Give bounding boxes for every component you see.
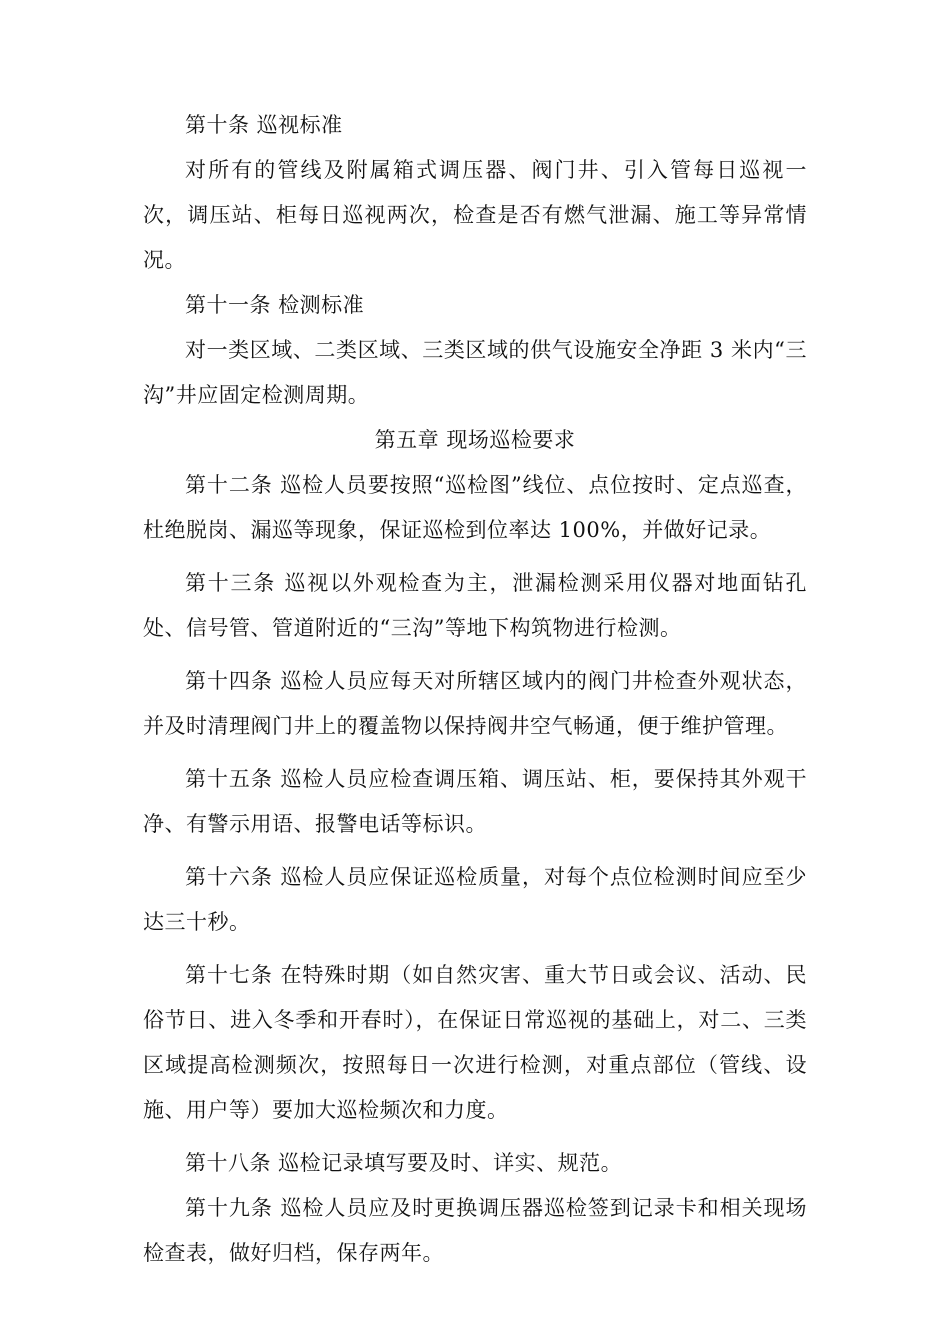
article-10-text: 对所有的管线及附属箱式调压器、阀门井、引入管每日巡视一次，调压站、柜每日巡视两次，检查是否有燃气泄漏、施工等异常情况。: [143, 158, 807, 272]
article-17: 第十七条 在特殊时期（如自然灾害、重大节日或会议、活动、民俗节日、进入冬季和开春时），在保证日常巡视的基础上，对二、三类区域提高检测频次，按照每日一次进行检测，对重点部位（管线、设施、用户等）要加大巡检频次和力度。: [143, 963, 807, 1122]
article-16: 第十六条 巡检人员应保证巡检质量，对每个点位检测时间应至少达三十秒。: [143, 865, 807, 934]
article-10-heading: 第十条 巡视标准: [185, 113, 343, 137]
article-11-heading: 第十一条 检测标准: [185, 293, 365, 317]
document-body: [143, 103, 807, 1276]
article-19: 第十九条 巡检人员应及时更换调压器巡检签到记录卡和相关现场检查表，做好归档，保存两年。: [143, 1196, 807, 1265]
article-14: 第十四条 巡检人员应每天对所辖区域内的阀门井检查外观状态，并及时清理阀门井上的覆盖物以保持阀井空气畅通，便于维护管理。: [143, 669, 807, 738]
article-12: 第十二条 巡检人员要按照“巡检图”线位、点位按时、定点巡查，杜绝脱岗、漏巡等现象，保证巡检到位率达 100%，并做好记录。: [143, 473, 807, 542]
chapter-5-heading: 第五章 现场巡检要求: [374, 428, 576, 452]
article-13: 第十三条 巡视以外观检查为主，泄漏检测采用仪器对地面钻孔处、信号管、管道附近的“三沟”等地下构筑物进行检测。: [143, 571, 807, 640]
article-18: 第十八条 巡检记录填写要及时、详实、规范。: [185, 1151, 623, 1175]
article-11-text: 对一类区域、二类区域、三类区域的供气设施安全净距 3 米内“三沟”井应固定检测周期。: [143, 338, 807, 407]
article-15: 第十五条 巡检人员应检查调压箱、调压站、柜，要保持其外观干净、有警示用语、报警电话等标识。: [143, 767, 807, 836]
